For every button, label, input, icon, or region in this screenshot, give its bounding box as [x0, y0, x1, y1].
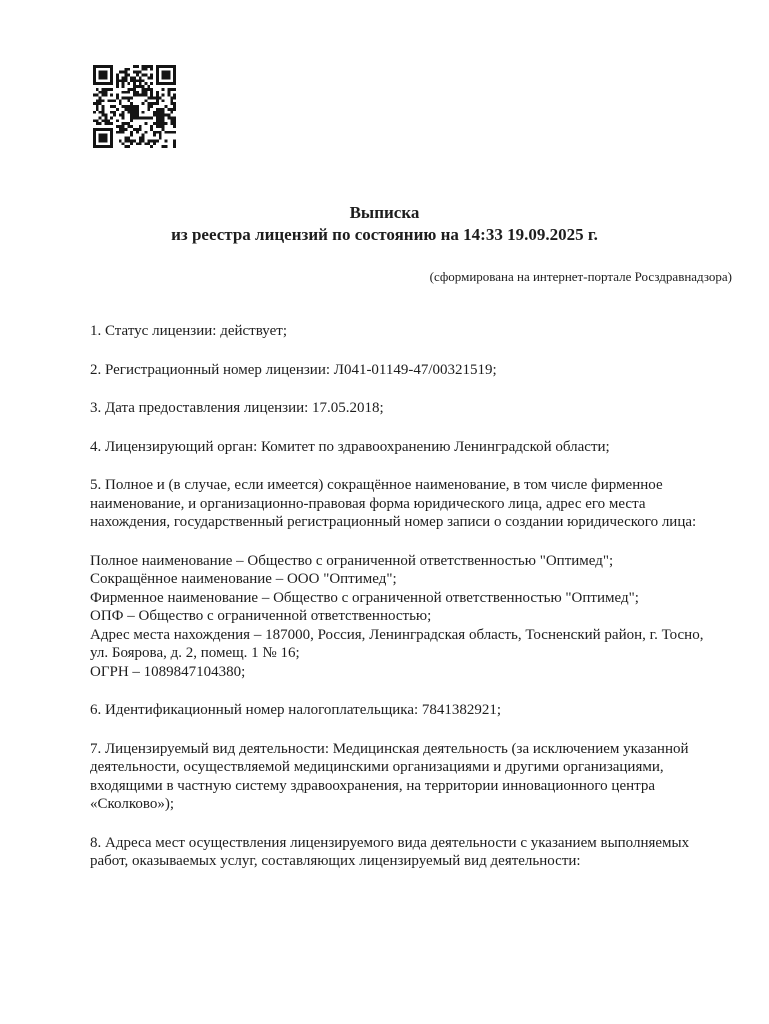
text-line: 5. Полное и (в случае, если имеется) сокращённое наименование, в том числе фирменное [90, 477, 663, 493]
paragraph-activity-addresses [90, 834, 735, 871]
title-line-1: Выписка [349, 203, 420, 222]
document-title [0, 202, 769, 246]
text-line: наименование, и организационно-правовая форма юридического лица, адрес его места [90, 495, 646, 512]
paragraph-license-date [90, 399, 735, 418]
text-line: Полное наименование – Общество с ограниченной ответственностью "Оптимед"; [90, 552, 614, 569]
text-line: деятельности, осуществляемой медицинскими организациями и другими организациями, [90, 759, 664, 775]
paragraph-entity-heading [90, 476, 735, 532]
text-line: 7. Лицензируемый вид деятельности: Медицинская деятельность (за исключением указанной [90, 740, 689, 757]
text-line: Адрес места нахождения – 187000, Россия, Ленинградская область, Тосненский район, г. Тосно, [90, 626, 704, 643]
text-line: 8. Адреса мест осуществления лицензируемого вида деятельности с указанием выполняемых [90, 834, 690, 851]
text-line: работ, оказываемых услуг, составляющих лицензируемый вид деятельности: [90, 853, 581, 869]
paragraph-entity-details [90, 552, 735, 682]
document-body [90, 322, 735, 891]
document-subtitle: (сформирована на интернет-портале Росздравнадзора) [429, 269, 732, 284]
paragraph-license-number [90, 361, 735, 380]
text-line: нахождения, государственный регистрационный номер записи о создании юридического лица: [90, 514, 697, 530]
text-line: входящими в частную систему здравоохранения, на территории инновационного центра [90, 777, 656, 794]
text-line: «Сколково»); [90, 796, 174, 812]
text-line: ОГРН – 1089847104380; [90, 663, 246, 680]
paragraph-inn [90, 701, 735, 720]
qr-code-icon [93, 65, 176, 148]
text-line: 2. Регистрационный номер лицензии: Л041-01149-47/00321519; [90, 361, 497, 378]
text-line: 1. Статус лицензии: действует; [90, 323, 287, 339]
text-line: 4. Лицензирующий орган: Комитет по здравоохранению Ленинградской области; [90, 438, 610, 455]
text-line: Сокращённое наименование – ООО "Оптимед"; [90, 571, 397, 587]
paragraph-licensing-authority [90, 438, 735, 457]
text-line: Фирменное наименование – Общество с ограниченной ответственностью "Оптимед"; [90, 589, 639, 606]
text-line: ул. Боярова, д. 2, помещ. 1 № 16; [90, 645, 300, 661]
title-line-2: из реестра лицензий по состоянию на 14:33 19.09.2025 г. [171, 225, 598, 244]
paragraph-status [90, 322, 735, 341]
paragraph-activity-type [90, 740, 735, 814]
text-line: 6. Идентификационный номер налогоплательщика: 7841382921; [90, 702, 502, 718]
text-line: ОПФ – Общество с ограниченной ответственностью; [90, 608, 432, 624]
text-line: 3. Дата предоставления лицензии: 17.05.2018; [90, 400, 384, 416]
